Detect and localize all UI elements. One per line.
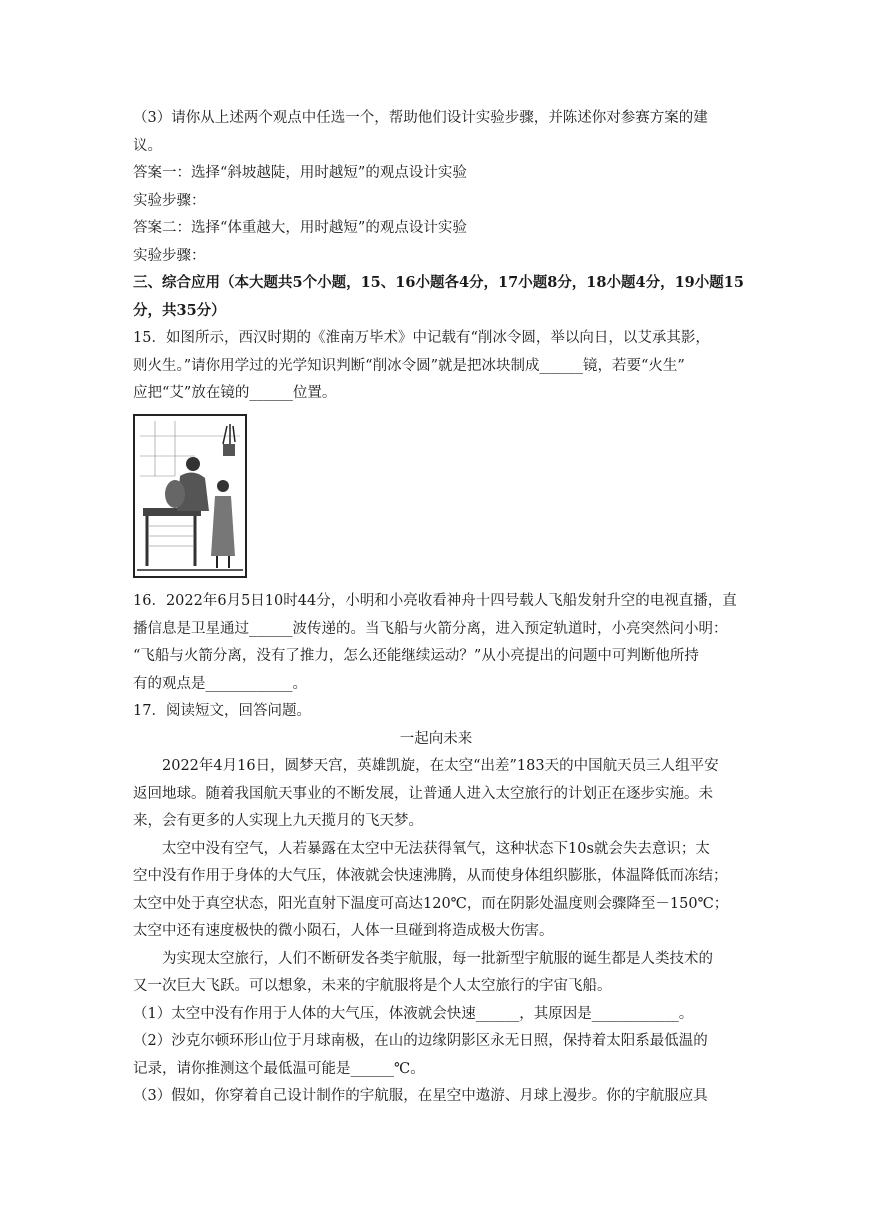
answer-one-steps-label: 实验步骤： [133,193,206,209]
passage-para-2-line-4: 太空中还有速度极快的微小陨石，人体一旦碰到将造成极大伤害。 [133,923,554,939]
q16-text-line-4: 有的观点是____________。 [133,676,307,692]
passage-para-1-line-3: 来，会有更多的人实现上九天揽月的飞天梦。 [133,813,423,829]
q15-text-line-2: 则火生。”请你用学过的光学知识判断“削冰令圆”就是把冰块制成______镜，若要“火生” [133,358,685,374]
q17-sub2-line-1: （2）沙克尔顿环形山位于月球南极，在山的边缘阴影区永无日照，保持着太阳系最低温的 [133,1033,708,1049]
section-three-heading-cont: 分，共35分） [133,302,226,319]
q16-text-line-1: 16．2022年6月5日10时44分，小明和小亮收看神舟十四号载人飞船发射升空的电视直播，直 [133,593,737,609]
passage-para-1-line-1: 2022年4月16日，圆梦天宫，英雄凯旋，在太空“出差”183天的中国航天员三人组平安 [162,758,719,774]
q14-part3-prompt-cont: 议。 [133,138,162,154]
answer-two-steps-label: 实验步骤： [133,248,206,264]
passage-para-3-line-1: 为实现太空旅行，人们不断研发各类宇航服，每一批新型宇航服的诞生都是人类技术的 [162,951,713,967]
q17-prompt: 17．阅读短文，回答问题。 [133,703,311,719]
answer-two-heading: 答案二：选择“体重越大，用时越短”的观点设计实验 [133,220,467,236]
passage-para-2-line-1: 太空中没有空气，人若暴露在太空中无法获得氧气，这种状态下10s就会失去意识；太 [162,841,710,857]
q17-sub1: （1）太空中没有作用于人体的大气压，体液就会快速______，其原因是____________。 [133,1006,694,1022]
passage-para-3-line-2: 又一次巨大飞跃。可以想象，未来的宇航服将是个人太空旅行的宇宙飞船。 [133,978,612,994]
q15-text-line-1: 15．如图所示，西汉时期的《淮南万毕术》中记载有“削冰令圆，举以向日，以艾承其影， [133,330,710,346]
woodcut-drawing [135,416,245,576]
section-three-heading: 三、综合应用（本大题共5个小题，15、16小题各4分，17小题8分，18小题4分，19小题15 [133,274,744,291]
passage-para-2-line-3: 太空中处于真空状态，阳光直射下温度可高达120℃，而在阴影处温度则会骤降至－150℃； [133,896,729,912]
q16-text-line-2: 播信息是卫星通过______波传递的。当飞船与火箭分离，进入预定轨道时，小亮突然问小明： [133,621,728,637]
q16-text-line-3: “飞船与火箭分离，没有了推力，怎么还能继续运动？”从小亮提出的问题中可判断他所持 [133,648,699,664]
q14-part3-prompt: （3）请你从上述两个观点中任选一个，帮助他们设计实验步骤，并陈述你对参赛方案的建 [133,110,708,126]
q17-sub3-line-1: （3）假如，你穿着自己设计制作的宇航服，在星空中遨游、月球上漫步。你的宇航服应具 [133,1088,708,1104]
passage-para-1-line-2: 返回地球。随着我国航天事业的不断发展，让普通人进入太空旅行的计划正在逐步实施。未 [133,786,713,802]
q17-sub2-line-2: 记录，请你推测这个最低温可能是______℃。 [133,1061,425,1077]
answer-one-heading: 答案一：选择“斜坡越陡，用时越短”的观点设计实验 [133,165,467,181]
q15-text-line-3: 应把“艾”放在镜的______位置。 [133,385,337,401]
passage-para-2-line-2: 空中没有作用于身体的大气压，体液就会快速沸腾，从而使身体组织膨胀，体温降低而冻结； [133,868,728,884]
ancient-woodcut-illustration [133,414,247,578]
passage-title: 一起向未来 [399,731,473,747]
